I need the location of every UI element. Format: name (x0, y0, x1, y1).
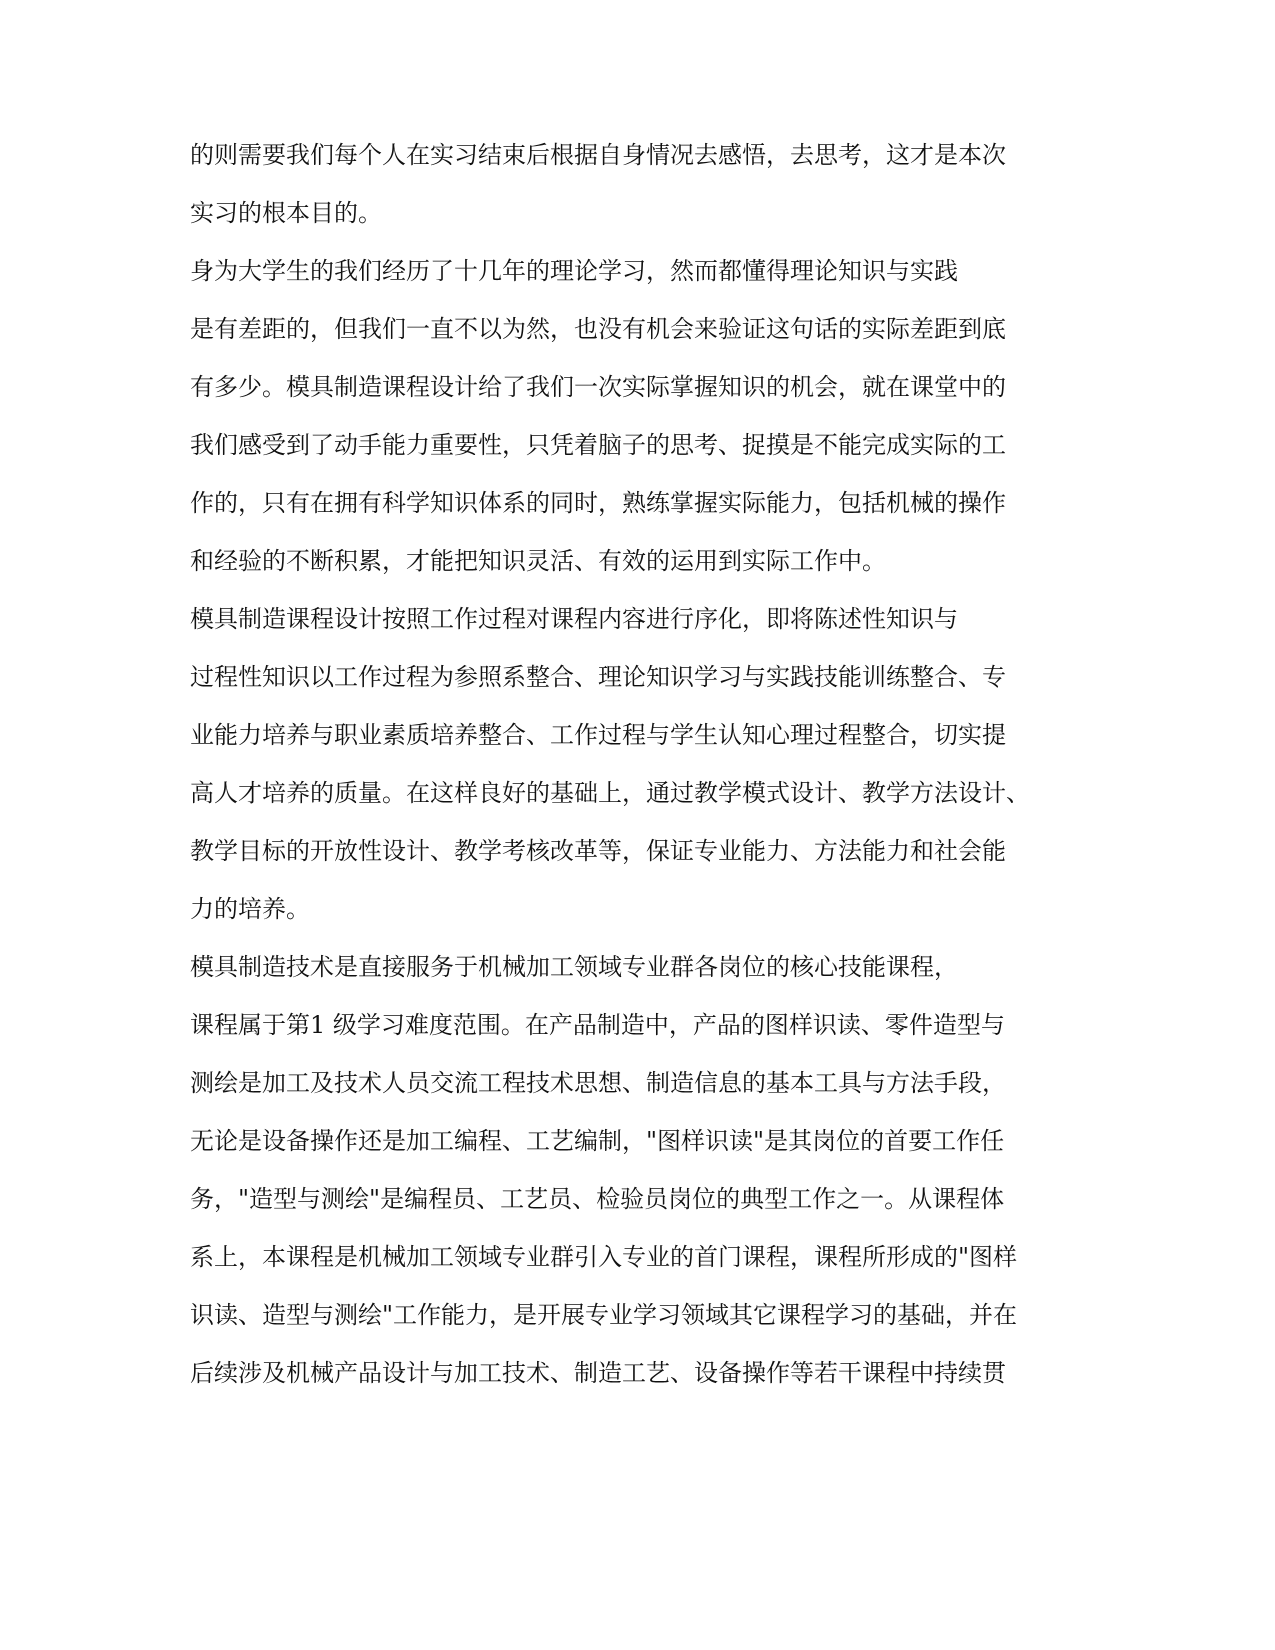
text-line: 实习的根本目的。 (190, 199, 382, 227)
text-line: 是有差距的，但我们一直不以为然，也没有机会来验证这句话的实际差距到底 (190, 315, 1006, 343)
text-line: 教学目标的开放性设计、教学考核改革等，保证专业能力、方法能力和社会能 (190, 837, 1006, 865)
text-line: 业能力培养与职业素质培养整合、工作过程与学生认知心理过程整合，切实提 (190, 721, 1006, 749)
text-line: 高人才培养的质量。在这样良好的基础上，通过教学模式设计、教学方法设计、 (190, 779, 1030, 807)
text-line: 的则需要我们每个人在实习结束后根据自身情况去感悟，去思考，这才是本次 (190, 141, 1006, 169)
text-line: 无论是设备操作还是加工编程、工艺编制，"图样识读"是其岗位的首要工作任 (190, 1127, 1005, 1155)
text-line: 有多少。模具制造课程设计给了我们一次实际掌握知识的机会，就在课堂中的 (190, 373, 1006, 401)
text-line: 识读、造型与测绘"工作能力，是开展专业学习领域其它课程学习的基础，并在 (190, 1301, 1018, 1329)
text-line: 和经验的不断积累，才能把知识灵活、有效的运用到实际工作中。 (190, 547, 886, 575)
text-line: 测绘是加工及技术人员交流工程技术思想、制造信息的基本工具与方法手段， (190, 1069, 1006, 1097)
text-line: 过程性知识以工作过程为参照系整合、理论知识学习与实践技能训练整合、专 (190, 663, 1006, 691)
text-line: 模具制造课程设计按照工作过程对课程内容进行序化，即将陈述性知识与 (190, 605, 958, 633)
text-line: 作的，只有在拥有科学知识体系的同时，熟练掌握实际能力，包括机械的操作 (190, 489, 1006, 517)
text-line: 课程属于第1 级学习难度范围。在产品制造中，产品的图样识读、零件造型与 (190, 1011, 1005, 1039)
text-line: 我们感受到了动手能力重要性，只凭着脑子的思考、捉摸是不能完成实际的工 (190, 431, 1006, 459)
text-line: 力的培养。 (190, 895, 310, 923)
text-line: 模具制造技术是直接服务于机械加工领域专业群各岗位的核心技能课程， (190, 953, 958, 981)
text-line: 身为大学生的我们经历了十几年的理论学习，然而都懂得理论知识与实践 (190, 257, 958, 285)
text-line: 后续涉及机械产品设计与加工技术、制造工艺、设备操作等若干课程中持续贯 (190, 1359, 1006, 1387)
text-line: 系上，本课程是机械加工领域专业群引入专业的首门课程，课程所形成的"图样 (190, 1243, 1018, 1271)
text-line: 务，"造型与测绘"是编程员、工艺员、检验员岗位的典型工作之一。从课程体 (190, 1185, 1005, 1213)
